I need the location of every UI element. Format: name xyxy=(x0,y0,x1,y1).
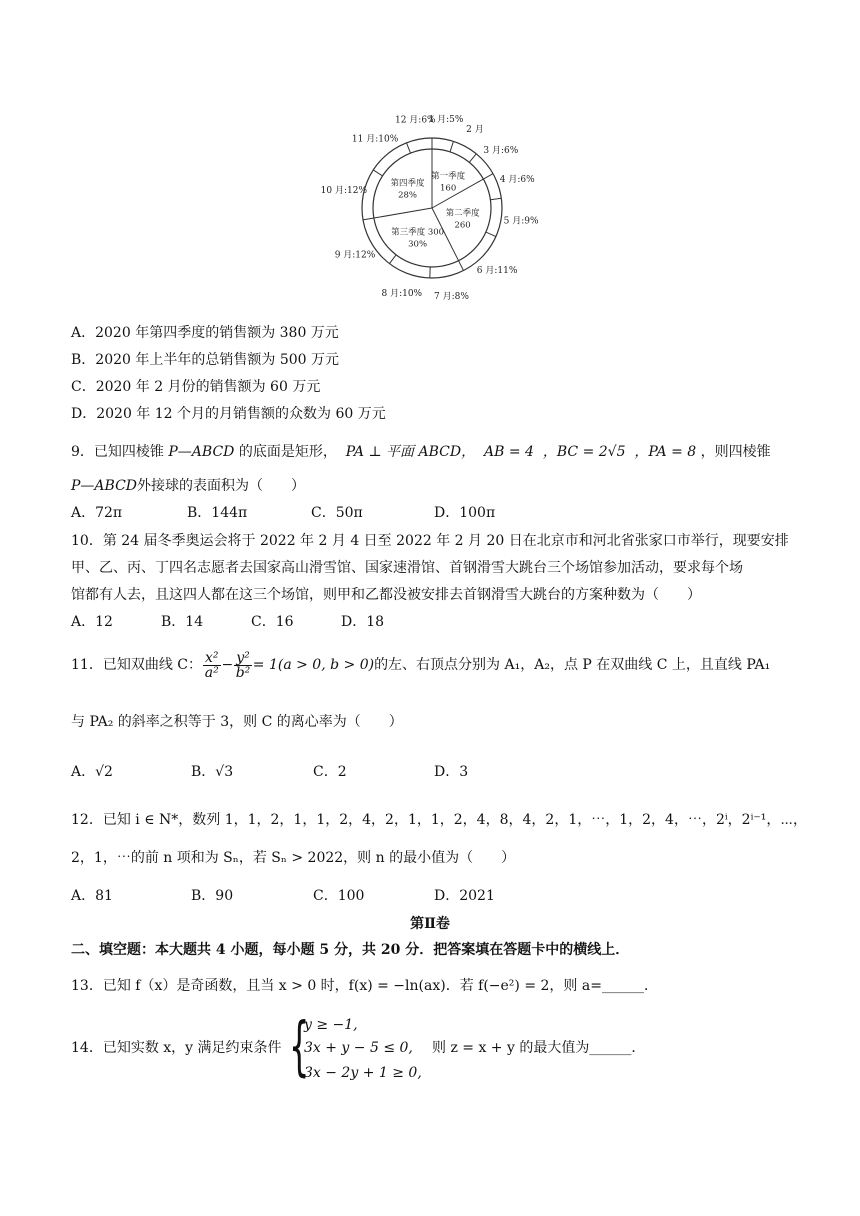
q9-shape: P—ABCD xyxy=(168,444,235,460)
q9-stem-line2 xyxy=(71,476,305,496)
q8-option-c: C．2020 年 2 月份的销售额为 60 万元 xyxy=(71,379,321,395)
q10-option-d: D．18 xyxy=(341,614,385,630)
q8-option-b: B．2020 年上半年的总销售额为 500 万元 xyxy=(71,352,339,368)
quarter-value: 260 xyxy=(454,220,471,231)
quarter-label: 第一季度 xyxy=(431,171,466,182)
q11-option-c: C．2 xyxy=(313,764,347,780)
q11-num1: x² xyxy=(204,649,219,666)
q9-line2b: 外接球的表面积为（ ） xyxy=(137,478,306,494)
quarter-value: 160 xyxy=(440,183,457,194)
quarter-value: 30% xyxy=(408,239,428,250)
q11-option-b: B．√3 xyxy=(191,764,234,780)
q13-stem: 13．已知 f（x）是奇函数，且当 x > 0 时，f(x) = −ln(ax)．若 f(−e²) = 2，则 a=______． xyxy=(71,978,658,994)
q14-constraint-1: y ≥ −1, xyxy=(304,1017,358,1033)
sales-pie-chart xyxy=(287,108,577,308)
month-label: 8 月:10% xyxy=(381,288,423,299)
q9-options xyxy=(71,503,671,523)
month-label: 7 月:8% xyxy=(433,291,469,302)
month-label: 10 月:12% xyxy=(320,185,368,196)
month-label: 12 月:6% xyxy=(394,115,436,126)
quarter-label: 第三季度 300 xyxy=(391,227,445,238)
q12-option-c: C．100 xyxy=(313,888,365,904)
q8-option-a: A．2020 年第四季度的销售额为 380 万元 xyxy=(71,325,339,341)
month-label: 9 月:12% xyxy=(334,250,376,261)
q9-num: 9．已知四棱锥 xyxy=(71,444,164,460)
q10-option-b: B．14 xyxy=(161,614,204,630)
q12-stem-line1: 12．已知 i ∈ N*，数列 1，1，2，1，1，2，4，2，1，1，2，4，8，4，2，1，⋯，1，2，4，⋯，2ⁱ，2ⁱ⁻¹，⋯， xyxy=(71,812,807,828)
month-label: 1 月:5% xyxy=(428,115,464,126)
month-label: 3 月:6% xyxy=(483,146,519,157)
month-label: 2 月 xyxy=(466,124,484,135)
month-divider xyxy=(483,174,493,179)
month-divider xyxy=(469,154,476,163)
q11-a: 11．已知双曲线 C： xyxy=(71,657,202,673)
month-divider xyxy=(490,198,501,200)
q10-option-c: C．16 xyxy=(251,614,294,630)
month-divider xyxy=(363,218,374,220)
q14-prefix: 14．已知实数 x，y 满足约束条件 xyxy=(71,1040,282,1056)
month-divider xyxy=(450,141,453,151)
q12-stem-line2: 2，1，⋯的前 n 项和为 Sₙ，若 Sₙ > 2022，则 n 的最小值为（ ） xyxy=(71,850,516,866)
month-divider xyxy=(373,170,382,176)
q9-option-a: A．72π xyxy=(71,505,123,521)
q11-option-a: A．√2 xyxy=(71,764,113,780)
q11-option-d: D．3 xyxy=(434,764,469,780)
month-label: 4 月:6% xyxy=(499,175,535,186)
q9-stem-line1 xyxy=(71,442,771,462)
quarter-divider xyxy=(374,208,432,218)
q9-option-b: B．144π xyxy=(187,505,248,521)
q8-option-d: D．2020 年 12 个月的月销售额的众数为 60 万元 xyxy=(71,406,386,422)
q14-suffix: 则 z = x + y 的最大值为______． xyxy=(432,1040,646,1056)
q11-frac-x xyxy=(203,651,221,680)
q14-constraint-3: 3x − 2y + 1 ≥ 0, xyxy=(304,1065,422,1081)
q11-frac-y xyxy=(234,651,252,680)
q11-stem-line2: 与 PA₂ 的斜率之积等于 3，则 C 的离心率为（ ） xyxy=(71,714,403,730)
q9-shape-2: P—ABCD xyxy=(71,478,138,494)
section-title: 第Ⅱ卷 xyxy=(410,916,450,932)
q14-constraint-2: 3x + y − 5 ≤ 0, xyxy=(304,1040,413,1056)
month-divider xyxy=(389,255,396,264)
month-label: 5 月:9% xyxy=(503,216,539,227)
q10-stem-line2: 甲、乙、丙、丁四名志愿者去国家高山滑雪馆、国家速滑馆、首钢滑雪大跳台三个场馆参加活动，要求每个场 xyxy=(71,560,743,576)
q10-options xyxy=(71,612,671,632)
q10-stem-line1: 10．第 24 届冬季奥运会将于 2022 年 2 月 4 日至 2022 年 2 月 20 日在北京市和河北省张家口市举行，现要安排 xyxy=(71,533,789,549)
q11-options xyxy=(71,762,671,782)
q11-num2: y² xyxy=(236,649,250,666)
month-divider xyxy=(406,143,410,153)
quarter-label: 第二季度 xyxy=(445,208,480,219)
q10-stem-line3: 馆都有人去，且这四人都在这三个场馆，则甲和乙都没被安排去首钢滑雪大跳台的方案种数为（ ） xyxy=(71,587,701,603)
q10-option-a: A．12 xyxy=(71,614,113,630)
month-divider xyxy=(486,232,496,236)
q9-cond4: ，PA = 8 xyxy=(634,444,697,460)
q11-den1: a² xyxy=(204,664,219,681)
q11-minus: − xyxy=(221,657,234,673)
q14-brace: { xyxy=(289,1010,310,1084)
pie-rings xyxy=(362,138,502,278)
quarter-label: 第四季度 xyxy=(390,178,425,189)
q9-t1: 的底面是矩形， xyxy=(238,444,337,460)
q12-option-d: D．2021 xyxy=(434,888,495,904)
q9-cond3: ，BC = 2√5 xyxy=(542,444,626,460)
month-divider xyxy=(459,261,464,271)
q12-option-a: A．81 xyxy=(71,888,113,904)
q12-options xyxy=(71,886,671,906)
q9-t2: ，则四棱锥 xyxy=(700,444,771,460)
q11-den2: b² xyxy=(235,664,251,681)
q11-stem-line1 xyxy=(71,648,770,682)
month-label: 11 月:10% xyxy=(351,134,399,145)
q11-eq: = 1(a > 0, b > 0) xyxy=(252,657,375,673)
month-label: 6 月:11% xyxy=(476,266,518,277)
q9-option-d: D．100π xyxy=(434,505,496,521)
q9-cond1: PA ⊥ 平面 ABCD， xyxy=(345,444,476,460)
q12-option-b: B．90 xyxy=(191,888,234,904)
quarter-value: 28% xyxy=(398,190,417,201)
q11-b: 的左、右顶点分别为 A₁，A₂，点 P 在双曲线 C 上，且直线 PA₁ xyxy=(374,657,771,673)
section-heading: 二、填空题：本大题共 4 小题，每小题 5 分，共 20 分．把答案填在答题卡中的横线上． xyxy=(71,942,630,958)
q9-option-c: C．50π xyxy=(311,505,363,521)
q9-cond2: AB = 4 xyxy=(484,444,534,460)
